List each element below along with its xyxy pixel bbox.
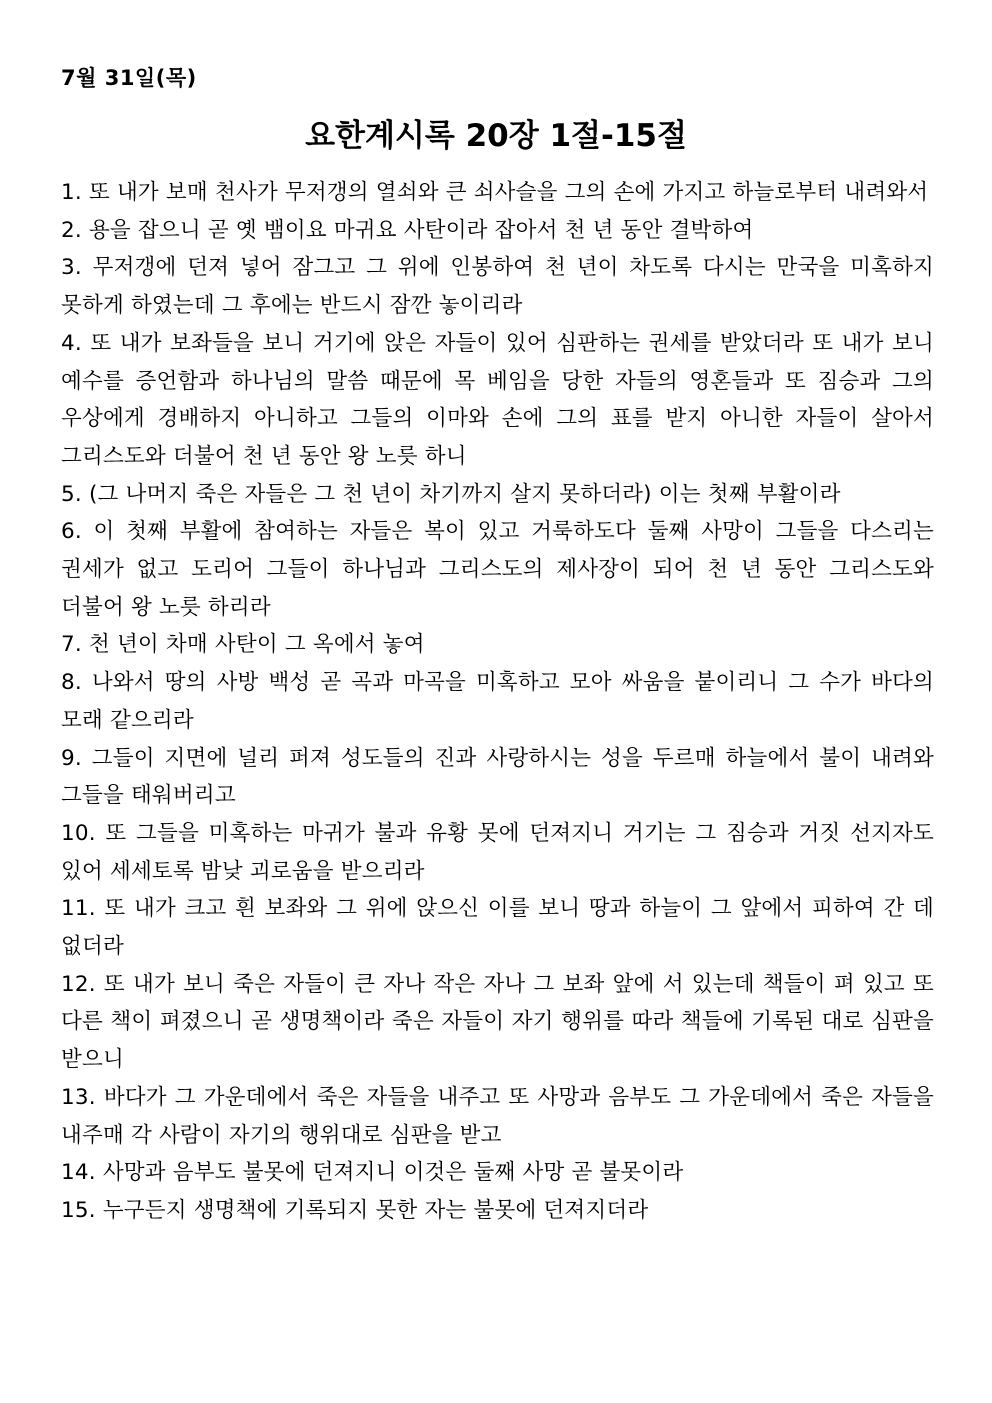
verse-item: [61, 1079, 934, 1154]
verse-text: 또 내가 보좌들을 보니 거기에 앉은 자들이 있어 심판하는 권세를 받았더라 또 내가 보니 예수를 증언함과 하나님의 말씀 때문에 목 베임을 당한 자들의 영혼들과 또 짐승과 그의 우상에게 경배하지 아니하고 그들의 이마와 손에 그의 표를 받지 아니한 자들이 살아서 그리스도와 더불어 천 년 동안 왕 노릇 하니: [61, 330, 934, 469]
verse-item: [61, 1154, 934, 1192]
verse-number: 6.: [61, 519, 82, 545]
verse-number: 9.: [61, 745, 82, 771]
verse-text: 누구든지 생명책에 기록되지 못한 자는 불못에 던져지더라: [95, 1197, 649, 1223]
verse-text: 또 내가 보니 죽은 자들이 큰 자나 작은 자나 그 보좌 앞에 서 있는데 책들이 펴 있고 또 다른 책이 펴졌으니 곧 생명책이라 죽은 자들이 자기 행위를 따라 책들에 기록된 대로 심판을 받으니: [61, 971, 934, 1073]
verse-text: 용을 잡으니 곧 옛 뱀이요 마귀요 사탄이라 잡아서 천 년 동안 결박하여: [81, 217, 754, 243]
verse-list: [61, 174, 934, 1230]
verse-item: [61, 174, 934, 212]
verse-number: 14.: [61, 1160, 96, 1186]
verse-text: 바다가 그 가운데에서 죽은 자들을 내주고 또 사망과 음부도 그 가운데에서 죽은 자들을 내주매 각 사람이 자기의 행위대로 심판을 받고: [61, 1084, 934, 1148]
verse-text: 또 내가 보매 천사가 무저갱의 열쇠와 큰 쇠사슬을 그의 손에 가지고 하늘로부터 내려와서: [81, 180, 929, 205]
verse-item: [61, 513, 934, 626]
verse-number: 2.: [61, 217, 82, 243]
verse-item: [61, 249, 934, 324]
verse-number: 13.: [61, 1084, 96, 1110]
verse-number: 11.: [61, 896, 96, 922]
verse-item: [61, 890, 934, 965]
verse-number: 1.: [61, 180, 82, 205]
verse-text: 이 첫째 부활에 참여하는 자들은 복이 있고 거룩하도다 둘째 사망이 그들을 다스리는 권세가 없고 도리어 그들이 하나님과 그리스도의 제사장이 되어 천 년 동안 그리스도와 더불어 왕 노릇 하리라: [61, 519, 934, 620]
verse-text: 나와서 땅의 사방 백성 곧 곡과 마곡을 미혹하고 모아 싸움을 붙이리니 그 수가 바다의 모래 같으리라: [61, 670, 934, 733]
verse-text: (그 나머지 죽은 자들은 그 천 년이 차기까지 살지 못하더라) 이는 첫째 부활이라: [81, 481, 841, 507]
verse-number: 7.: [61, 632, 82, 658]
verse-number: 3.: [61, 255, 82, 281]
verse-text: 또 그들을 미혹하는 마귀가 불과 유황 못에 던져지니 거기는 그 짐승과 거짓 선지자도 있어 세세토록 밤낮 괴로움을 받으리라: [61, 820, 934, 884]
date-label: 7월 31일(목): [61, 66, 197, 90]
verse-number: 10.: [61, 820, 96, 846]
verse-item: [61, 664, 934, 739]
verse-text: 또 내가 크고 흰 보좌와 그 위에 앉으신 이를 보니 땅과 하늘이 그 앞에서 피하여 간 데 없더라: [61, 896, 934, 960]
verse-number: 12.: [61, 971, 96, 997]
verse-item: [61, 740, 934, 815]
verse-item: [61, 626, 934, 664]
verse-item: [61, 815, 934, 890]
verse-number: 15.: [61, 1197, 96, 1223]
verse-item: [61, 476, 934, 514]
page-title: 요한계시록 20장 1절-15절: [305, 118, 687, 154]
verse-item: [61, 1192, 934, 1230]
verse-text: 무저갱에 던져 넣어 잠그고 그 위에 인봉하여 천 년이 차도록 다시는 만국을 미혹하지 못하게 하였는데 그 후에는 반드시 잠깐 놓이리라: [61, 255, 934, 319]
verse-number: 4.: [61, 330, 82, 356]
verse-text: 사망과 음부도 불못에 던져지니 이것은 둘째 사망 곧 불못이라: [95, 1160, 684, 1186]
verse-text: 그들이 지면에 널리 퍼져 성도들의 진과 사랑하시는 성을 두르매 하늘에서 불이 내려와 그들을 태워버리고: [61, 745, 934, 809]
verse-item: [61, 325, 934, 476]
verse-item: [61, 212, 934, 250]
verse-text: 천 년이 차매 사탄이 그 옥에서 놓여: [81, 632, 425, 658]
verse-number: 8.: [61, 670, 82, 696]
verse-number: 5.: [61, 481, 82, 507]
verse-item: [61, 966, 934, 1079]
